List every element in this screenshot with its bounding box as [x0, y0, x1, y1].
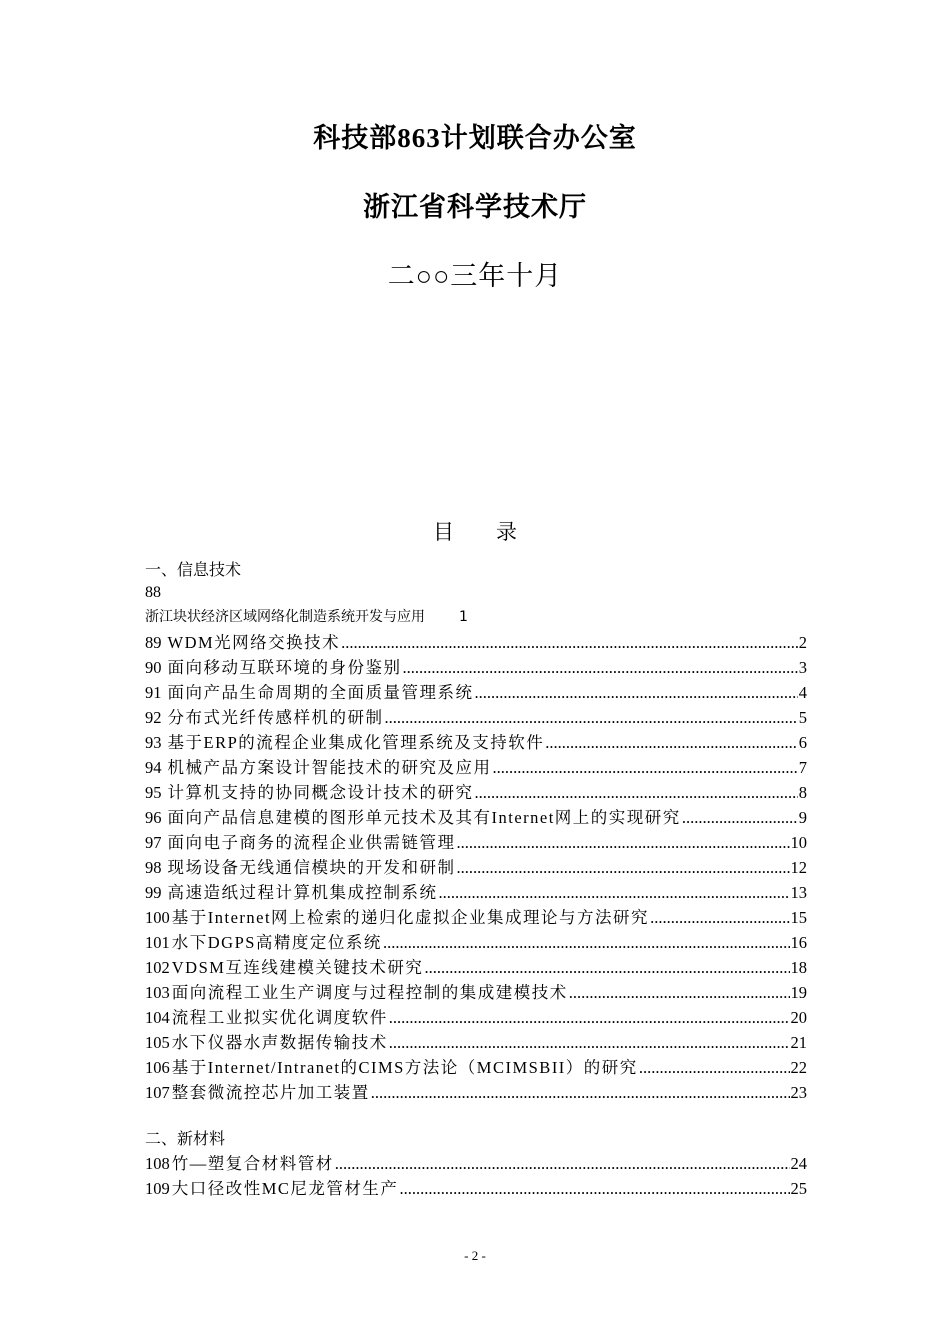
toc-entry-number: 97 — [145, 833, 162, 852]
toc-entry-number: 100 — [145, 908, 170, 927]
toc-entry-title: 现场设备无线通信模块的开发和研制 — [167, 858, 456, 877]
toc-title-right: 录 — [496, 520, 517, 544]
dot-leader — [335, 1151, 790, 1176]
toc-entry[interactable] — [145, 1030, 807, 1055]
toc-entry[interactable] — [145, 730, 807, 755]
toc-entry-title: 整套微流控芯片加工装置 — [171, 1083, 370, 1102]
toc-entry-page: 9 — [798, 808, 807, 827]
toc-entry-title: 高速造纸过程计算机集成控制系统 — [167, 883, 438, 902]
toc-entry[interactable] — [145, 1151, 807, 1176]
toc-entry-number: 108 — [145, 1154, 170, 1173]
table-of-contents — [145, 558, 807, 1201]
toc-entry-number: 98 — [145, 858, 162, 877]
toc-entry-number: 107 — [145, 1083, 170, 1102]
toc-entry-number: 109 — [145, 1179, 170, 1198]
toc-entry[interactable] — [145, 1055, 807, 1080]
toc-entry-title: 水下DGPS高精度定位系统 — [171, 933, 382, 952]
dot-leader — [457, 830, 790, 855]
toc-entry-page: 22 — [790, 1058, 807, 1077]
toc-entry[interactable] — [145, 1005, 807, 1030]
toc-entry-title: 大口径改性MC尼龙管材生产 — [171, 1179, 399, 1198]
toc-entry[interactable] — [145, 930, 807, 955]
toc-entry[interactable] — [145, 880, 807, 905]
toc-entry-page: 6 — [798, 733, 807, 752]
toc-entry[interactable] — [145, 655, 807, 680]
toc-entry-number: 99 — [145, 883, 162, 902]
toc-entry-title: 基于ERP的流程企业集成化管理系统及支持软件 — [167, 733, 545, 752]
dot-leader — [475, 780, 798, 805]
toc-entry[interactable] — [145, 680, 807, 705]
toc-entry[interactable] — [145, 604, 807, 630]
toc-entry[interactable] — [145, 980, 807, 1005]
dot-leader — [403, 655, 798, 680]
date-heading: 二○○三年十月 — [387, 261, 563, 291]
toc-entry[interactable] — [145, 955, 807, 980]
toc-entry[interactable] — [145, 755, 807, 780]
dot-leader — [639, 1055, 790, 1080]
toc-title — [0, 516, 950, 546]
toc-entry-number: 88 — [145, 584, 161, 601]
toc-entry-number: 96 — [145, 808, 162, 827]
dot-leader — [682, 805, 798, 830]
toc-entry-title: 基于Internet网上检索的递归化虚拟企业集成理论与方法研究 — [171, 908, 650, 927]
toc-entry-number: 106 — [145, 1058, 170, 1077]
toc-entry[interactable] — [145, 780, 807, 805]
toc-entry-page: 4 — [798, 683, 807, 702]
toc-entry-title: 流程工业拟实优化调度软件 — [171, 1008, 388, 1027]
issuer-heading: 科技部863计划联合办公室 — [313, 123, 637, 153]
toc-entry-number: 95 — [145, 783, 162, 802]
toc-entry-title: 面向产品生命周期的全面质量管理系统 — [167, 683, 474, 702]
page-number: - 2 - — [464, 1248, 486, 1263]
toc-entry-number: 94 — [145, 758, 162, 777]
toc-entry-title: 面向产品信息建模的图形单元技术及其有Internet网上的实现研究 — [167, 808, 681, 827]
toc-entry-page: 21 — [790, 1033, 807, 1052]
dot-leader — [439, 880, 790, 905]
toc-entry-page: 1 — [459, 609, 468, 625]
toc-entry-title: 浙江块状经济区域网络化制造系统开发与应用 — [145, 609, 425, 625]
toc-entry[interactable] — [145, 905, 807, 930]
toc-entry[interactable] — [145, 705, 807, 730]
toc-section-heading: 一、信息技术 — [145, 560, 242, 579]
dot-leader — [385, 705, 798, 730]
dot-leader — [569, 980, 790, 1005]
toc-entry-number: 101 — [145, 933, 170, 952]
dot-leader — [545, 730, 797, 755]
toc-entry[interactable] — [145, 830, 807, 855]
toc-entry-title: 面向电子商务的流程企业供需链管理 — [167, 833, 456, 852]
toc-entry-title: 水下仪器水声数据传输技术 — [171, 1033, 388, 1052]
toc-entry-title: 计算机支持的协同概念设计技术的研究 — [167, 783, 474, 802]
toc-entry-page: 5 — [798, 708, 807, 727]
toc-entry-number: 92 — [145, 708, 162, 727]
toc-entry-page: 12 — [790, 858, 807, 877]
toc-entry-number: 93 — [145, 733, 162, 752]
toc-entry-page: 15 — [790, 908, 807, 927]
dot-leader — [371, 1080, 790, 1105]
toc-entry-title: WDM光网络交换技术 — [167, 633, 341, 652]
dot-leader — [424, 955, 789, 980]
dot-leader — [399, 1176, 789, 1201]
toc-entry-number: 91 — [145, 683, 162, 702]
dot-leader — [383, 930, 790, 955]
dot-leader — [389, 1030, 790, 1055]
toc-entry[interactable] — [145, 630, 807, 655]
toc-entry[interactable] — [145, 1080, 807, 1105]
toc-entry-page: 8 — [798, 783, 807, 802]
dot-leader — [493, 755, 798, 780]
toc-entry-title: 分布式光纤传感样机的研制 — [167, 708, 384, 727]
toc-entry-title: VDSM互连线建模关键技术研究 — [171, 958, 424, 977]
toc-entry-page: 2 — [798, 633, 807, 652]
toc-entry[interactable] — [145, 805, 807, 830]
co-issuer-heading: 浙江省科学技术厅 — [363, 192, 587, 222]
dot-leader — [475, 680, 798, 705]
toc-entry-page: 3 — [798, 658, 807, 677]
dot-leader — [389, 1005, 790, 1030]
toc-entry-number: 102 — [145, 958, 170, 977]
toc-entry-page: 23 — [790, 1083, 807, 1102]
toc-section-heading: 二、新材料 — [145, 1129, 226, 1148]
toc-entry-page: 18 — [790, 958, 807, 977]
toc-entry-page: 25 — [790, 1179, 807, 1198]
toc-entry-number: 89 — [145, 633, 162, 652]
toc-entry-page: 16 — [790, 933, 807, 952]
toc-entry-number: 103 — [145, 983, 170, 1002]
toc-entry-title: 基于Internet/Intranet的CIMS方法论（MCIMSBII）的研究 — [171, 1058, 638, 1077]
dot-leader — [341, 630, 798, 655]
toc-entry-page: 7 — [798, 758, 807, 777]
toc-entry-number: 105 — [145, 1033, 170, 1052]
toc-entry[interactable] — [145, 855, 807, 880]
toc-entry-title: 机械产品方案设计智能技术的研究及应用 — [167, 758, 492, 777]
toc-title-left: 目 — [433, 520, 454, 544]
toc-entry-page: 19 — [790, 983, 807, 1002]
toc-entry-number: 104 — [145, 1008, 170, 1027]
dot-leader — [457, 855, 790, 880]
toc-entry-page: 10 — [790, 833, 807, 852]
toc-entry-title: 竹—塑复合材料管材 — [171, 1154, 334, 1173]
toc-entry-title: 面向流程工业生产调度与过程控制的集成建模技术 — [171, 983, 568, 1002]
toc-entry-page: 13 — [790, 883, 807, 902]
toc-entry-number: 90 — [145, 658, 162, 677]
toc-entry-title: 面向移动互联环境的身份鉴别 — [167, 658, 402, 677]
toc-entry-page: 20 — [790, 1008, 807, 1027]
toc-entry[interactable] — [145, 1176, 807, 1201]
dot-leader — [650, 905, 789, 930]
toc-entry-page: 24 — [790, 1154, 807, 1173]
